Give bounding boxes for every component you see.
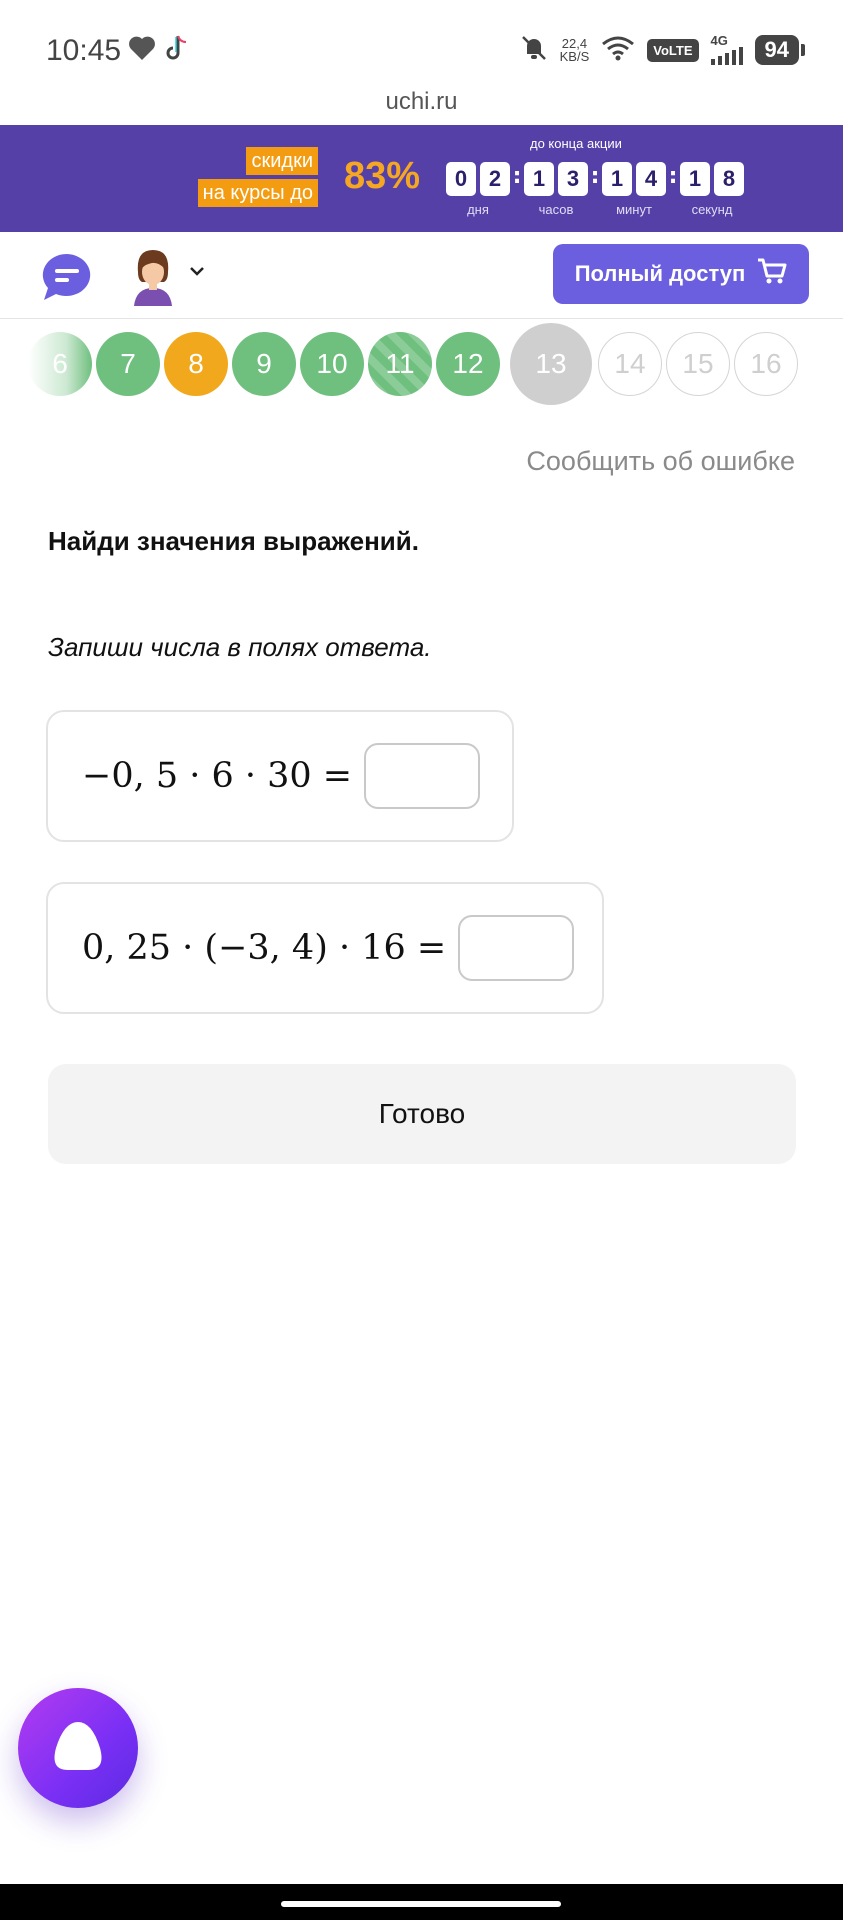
- question-item-15[interactable]: [666, 332, 730, 396]
- heart-icon: [128, 35, 156, 65]
- signal-icon: [711, 35, 743, 65]
- countdown-timer: [444, 162, 746, 217]
- answer-input-1[interactable]: [364, 743, 480, 809]
- countdown-separator: :: [590, 164, 600, 189]
- expression-card-2: [46, 882, 604, 1014]
- voice-assistant-button[interactable]: [18, 1688, 138, 1808]
- countdown-digit: 2: [480, 162, 510, 196]
- promo-percent: 83%: [344, 155, 421, 197]
- home-gesture-bar[interactable]: [281, 1901, 561, 1907]
- chat-icon[interactable]: [40, 252, 94, 302]
- countdown-digit: 1: [680, 162, 710, 196]
- wifi-icon: [601, 35, 635, 65]
- promo-label-line1: скидки: [246, 147, 318, 175]
- question-number: 14: [614, 348, 646, 379]
- question-number: 9: [256, 348, 272, 379]
- chevron-down-icon[interactable]: [188, 262, 206, 280]
- app-header: [0, 232, 843, 319]
- countdown-unit: секунд: [691, 202, 733, 217]
- countdown-unit: часов: [538, 202, 574, 217]
- net-speed: [560, 37, 590, 63]
- browser-url[interactable]: uchi.ru: [385, 88, 458, 115]
- promo-labels: [198, 147, 318, 207]
- promo-banner[interactable]: [0, 125, 843, 232]
- question-number: 16: [750, 348, 782, 379]
- battery-tip: [801, 44, 805, 56]
- expression-card-1: [46, 710, 514, 842]
- expression-text: 0, 25 · (−3, 4) · 16 =: [82, 928, 447, 968]
- report-error-link[interactable]: Сообщить об ошибке: [526, 446, 795, 476]
- countdown-digit: 8: [714, 162, 744, 196]
- full-access-label: Полный доступ: [574, 261, 746, 286]
- full-access-button[interactable]: [553, 244, 809, 304]
- question-item-13[interactable]: [510, 323, 592, 405]
- countdown-title: до конца акции: [530, 136, 622, 151]
- countdown-digit: 0: [446, 162, 476, 196]
- question-number: 10: [316, 348, 348, 379]
- cart-icon: [757, 257, 787, 291]
- network-type: 4G: [710, 33, 728, 48]
- alice-icon: [48, 1718, 108, 1778]
- countdown-digit: 4: [636, 162, 666, 196]
- countdown-digit: 1: [602, 162, 632, 196]
- net-speed-value: 22,4: [561, 36, 588, 51]
- countdown-digit: 3: [558, 162, 588, 196]
- countdown-hours: [522, 162, 590, 217]
- promo-label-line2: на курсы до: [198, 179, 318, 207]
- task-instruction: Запиши числа в полях ответа.: [48, 632, 432, 662]
- tiktok-icon: [166, 34, 188, 66]
- question-number: 12: [452, 348, 484, 379]
- question-item-11[interactable]: [368, 332, 432, 396]
- mute-icon: [520, 34, 548, 66]
- question-item-12[interactable]: [436, 332, 500, 396]
- question-nav: [0, 326, 843, 400]
- countdown-separator: :: [512, 164, 522, 189]
- question-number: 8: [188, 348, 204, 379]
- question-number: 11: [385, 348, 415, 379]
- question-item-14[interactable]: [598, 332, 662, 396]
- status-bar: [0, 0, 843, 92]
- question-item-6[interactable]: [28, 332, 92, 396]
- question-item-8[interactable]: [164, 332, 228, 396]
- system-nav-bar: [0, 1884, 843, 1920]
- countdown-unit: дня: [467, 202, 489, 217]
- countdown-minutes: [600, 162, 668, 217]
- status-time: 10:45: [46, 34, 122, 67]
- question-item-16[interactable]: [734, 332, 798, 396]
- countdown-seconds: [678, 162, 746, 217]
- volte-badge: VoLTE: [647, 39, 698, 62]
- question-item-7[interactable]: [96, 332, 160, 396]
- avatar[interactable]: [130, 246, 176, 306]
- countdown-unit: минут: [616, 202, 652, 217]
- task-title: Найди значения выражений.: [48, 526, 419, 556]
- question-item-9[interactable]: [232, 332, 296, 396]
- countdown-digit: 1: [524, 162, 554, 196]
- answer-input-2[interactable]: [458, 915, 574, 981]
- question-number: 15: [682, 348, 714, 379]
- question-number: 13: [535, 348, 567, 379]
- net-speed-unit: KB/S: [559, 49, 590, 64]
- countdown-separator: :: [668, 164, 678, 189]
- question-number: 6: [52, 348, 68, 379]
- countdown-days: [444, 162, 512, 217]
- question-item-10[interactable]: [300, 332, 364, 396]
- battery-indicator: 94: [755, 35, 799, 65]
- question-number: 7: [120, 348, 136, 379]
- expression-text: −0, 5 · 6 · 30 =: [82, 756, 353, 796]
- done-button[interactable]: Готово: [48, 1064, 796, 1164]
